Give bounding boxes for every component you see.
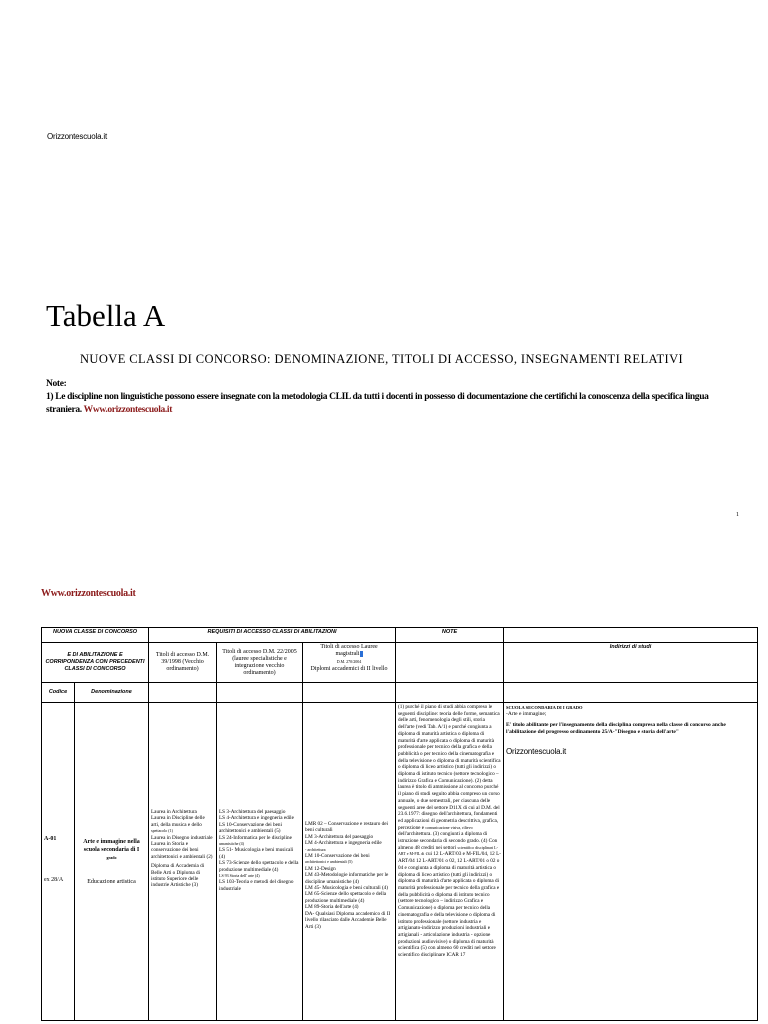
list-item: LS 73-Scienze dello spettacolo e della produzione multimediale (4) [219,860,299,873]
header-titoli-2004-a: Titoli di accesso Lauree [320,644,378,650]
indirizzi-heading: SCUOLA SECONDARIA DI I GRADO [506,705,583,710]
old-class-code: ex 28/A [44,876,64,883]
header-note: NOTE [396,628,504,643]
note-block: Note: 1) Le discipline non linguistiche possono essere insegnate con la metodologia CLIL da tutti i docenti in possesso di documentazione che certifichi la conoscenza della specifica lingua straniera. Www.orizzontescuola.it [46,379,709,415]
header-titoli-2004-b: magistrali [335,651,360,657]
list-item: spettacolo (1) [151,828,173,834]
notes-text-2: dell'architettura. (3) congiunti a diploma di istruzione secondaria di secondo grado. (4) Con almeno 48 crediti nei settori [398,831,498,851]
header-requisiti: REQUISITI DI ACCESSO CLASSI DI ABILITAZIONI [149,628,396,643]
list-item: LM 12-Design [305,865,336,872]
header-titoli-1998: Titoli di accesso D.M. 39/1998 (Vecchio ordinamento) [149,643,217,683]
list-item: LS 51- Musicologia e beni musicali (4) [219,847,294,860]
header-indirizzi: Indirizzi di studi [504,643,758,683]
list-item: LMR 02 – Conservazione e restauro dei beni culturali [305,821,388,834]
list-item: LS 103-Teoria e metodi del disegno industriale [219,879,294,892]
header-titoli-2005: Titoli di accesso D.M. 22/2005 (lauree specialistiche e integrazione vecchio ordinamento) [217,643,303,683]
notes-text-3: cui 12 L-ART/03 e M-FIL/04, 12 L-ART/04 12 L-ART/01 o 02, 12 L-ART/01 o 02 o 04 e congiunta a diploma di maturità artistica o diploma di liceo artistico (tutti gli indirizzi) o diploma di maturità d'arte applicata o diploma di maturità professionale per tecnico della grafica e della pubblicità o diploma di istituto tecnico (settore tecnologico – indirizzo Grafica e Comunicazione) o diploma per tecnico della cinematografia e della televisione o diploma di istituto professionale (settore industria e artigianato-indirizzo produzioni industriali e artigianali - articolazione industria - opzione produzioni audiovisive) o diploma di maturità scientifica (5) con almeno 60 crediti nel settore scientifico disciplinare ICAR 17 [398,851,501,959]
list-item: Laurea in Disegno industriale [151,834,213,841]
list-item: architettonici e ambientali (5) [305,859,353,865]
class-name-text: Arte e immagine nella scuola secondaria di I [83,838,140,853]
site-watermark-top: Orizzontescuola.it [47,132,107,141]
header-titoli-2004 [303,643,396,683]
list-item: LS 4-Architettura e ingegneria edile [219,815,294,822]
notes-small-2: scientifico disciplinari L-ART e M-FIL di [398,844,498,857]
class-grado: grado [106,854,117,860]
list-item: Laurea in Architettura [151,809,197,815]
list-item: Laurea in Discipline delle arti, della musica e dello [151,815,205,828]
page-title: Tabella A [46,298,166,333]
indirizzi-abilitante: E' titolo abilitante per l'insegnamento della disciplina compresa nella classe di concorso anche l'abilitazione del progresso ordinamento 25/A-"Disegno e storia dell'arte" [506,722,726,735]
list-item: LM 45- Musicologia e beni culturali (4) [305,885,388,892]
cell-denominazione [75,703,149,1021]
cell-indirizzi [504,703,758,1021]
cell-note [396,703,504,1021]
site-watermark-red[interactable]: Www.orizzontescuola.it [41,588,136,599]
list-item: LS 10-Conservazione dei beni architettonici e ambientali (5) [219,821,282,835]
list-item: umanistiche (4) [219,841,245,847]
list-item: DA- Qualsiasi Diploma accademico di II livello rilasciato dalle Accademie Belle Arti (3) [305,910,391,930]
class-name [77,838,146,862]
header-nuova-classe: NUOVA CLASSE DI CONCORSO [42,628,149,643]
header-denominazione: Denominazione [75,683,149,703]
header-corrispondenza: E DI ABILITAZIONE E CORRIPONDENZA CON PRECEDENTI CLASSI DI CONCORSO [42,643,149,683]
list-item: LS 93 Storia dell' arte (4) [219,873,260,879]
indirizzi-item: -Arte e immagine; [506,711,547,717]
notes-text: (1) purché il piano di studi abbia compreso le seguenti discipline: teoria delle forme, semantica delle arti, fenomenologia degli stili, storia dell'arte (vedi Tab. A/1) e purché congiunta a diploma di maturità artistica o diploma di maturità d'arte applicata o diploma di maturità professionale per tecnico della grafica e della pubblicità o per tecnico della cinematografia e della televisione o diploma di maturità scientifica o diploma di liceo artistico (tutti gli indirizzi) o diploma di istituto tecnico (settore tecnologico – indirizzo Grafica e Comunicazione). (2) detta laurea è titolo di ammissione al concorso purché il piano di studi seguito abbia compreso un corso annuale, o due semestrali, per ciascuna delle seguenti aree del settore D11X di cui al D.M. del 23.6.1977: disegno dell'architettura, fondamenti ed applicazioni di geometria descrittiva, grafica, percezione e [398,704,501,831]
class-old-name: Educazione artistica [87,878,136,885]
header-codice: Codice [42,683,75,703]
cell-titoli-2004 [303,703,396,1021]
list-item: LS 24-Informatica per le discipline [219,834,292,841]
list-item: LS 3-Architettura del paesaggio [219,809,286,815]
list-item: - architettura [305,846,326,852]
cell-codice [42,703,75,1021]
header-titoli-2004-d: Diplomi accademici di II livello [310,666,388,672]
page-number: 1 [736,512,739,518]
classes-table [41,627,758,1021]
list-item: LM 43-Metodologie informatiche per le discipline umanistiche (4) [305,872,389,885]
list-item: LM 10-Conservazione dei beni [305,853,370,860]
page-subtitle: NUOVE CLASSI DI CONCORSO: DENOMINAZIONE, TITOLI DI ACCESSO, INSEGNAMENTI RELATIVI [80,352,684,366]
header-titoli-2004-c: D.M. 270/2004 [336,659,362,664]
note-text: 1) Le discipline non linguistiche possono essere insegnate con la metodologia CLIL da tutti i docenti in possesso di documentazione che certifichi la conoscenza della specifica lingua straniera. [46,392,709,415]
list-item: LM 89-Storia dell'arte (4) [305,904,359,911]
list-item: Diploma di Accademia di Belle Arti o Diploma di istituto Superiore delle industrie Artistiche (3) [151,863,205,889]
cell-titoli-2005 [217,703,303,1021]
table-row [42,703,758,1021]
list-item: LM 4-Architettura e ingegneria edile [305,840,382,847]
site-watermark-table: Orizzontescuola.it [506,747,566,756]
notes-small: comunicazione visiva, rilievo [425,824,473,830]
list-item: Laurea in Storia e conservazione dei beni architettonici e ambientali (2) [151,841,213,860]
cell-titoli-1998 [149,703,217,1021]
text-highlight [360,651,363,657]
class-code: A-01 [44,836,57,843]
list-item: LM 3-Architettura del paesaggio [305,833,374,840]
list-item: LM 65-Scienze dello spettacolo e della produzione multimediale (4) [305,891,387,904]
note-label: Note [46,379,64,389]
note-link[interactable]: Www.orizzontescuola.it [83,405,173,415]
